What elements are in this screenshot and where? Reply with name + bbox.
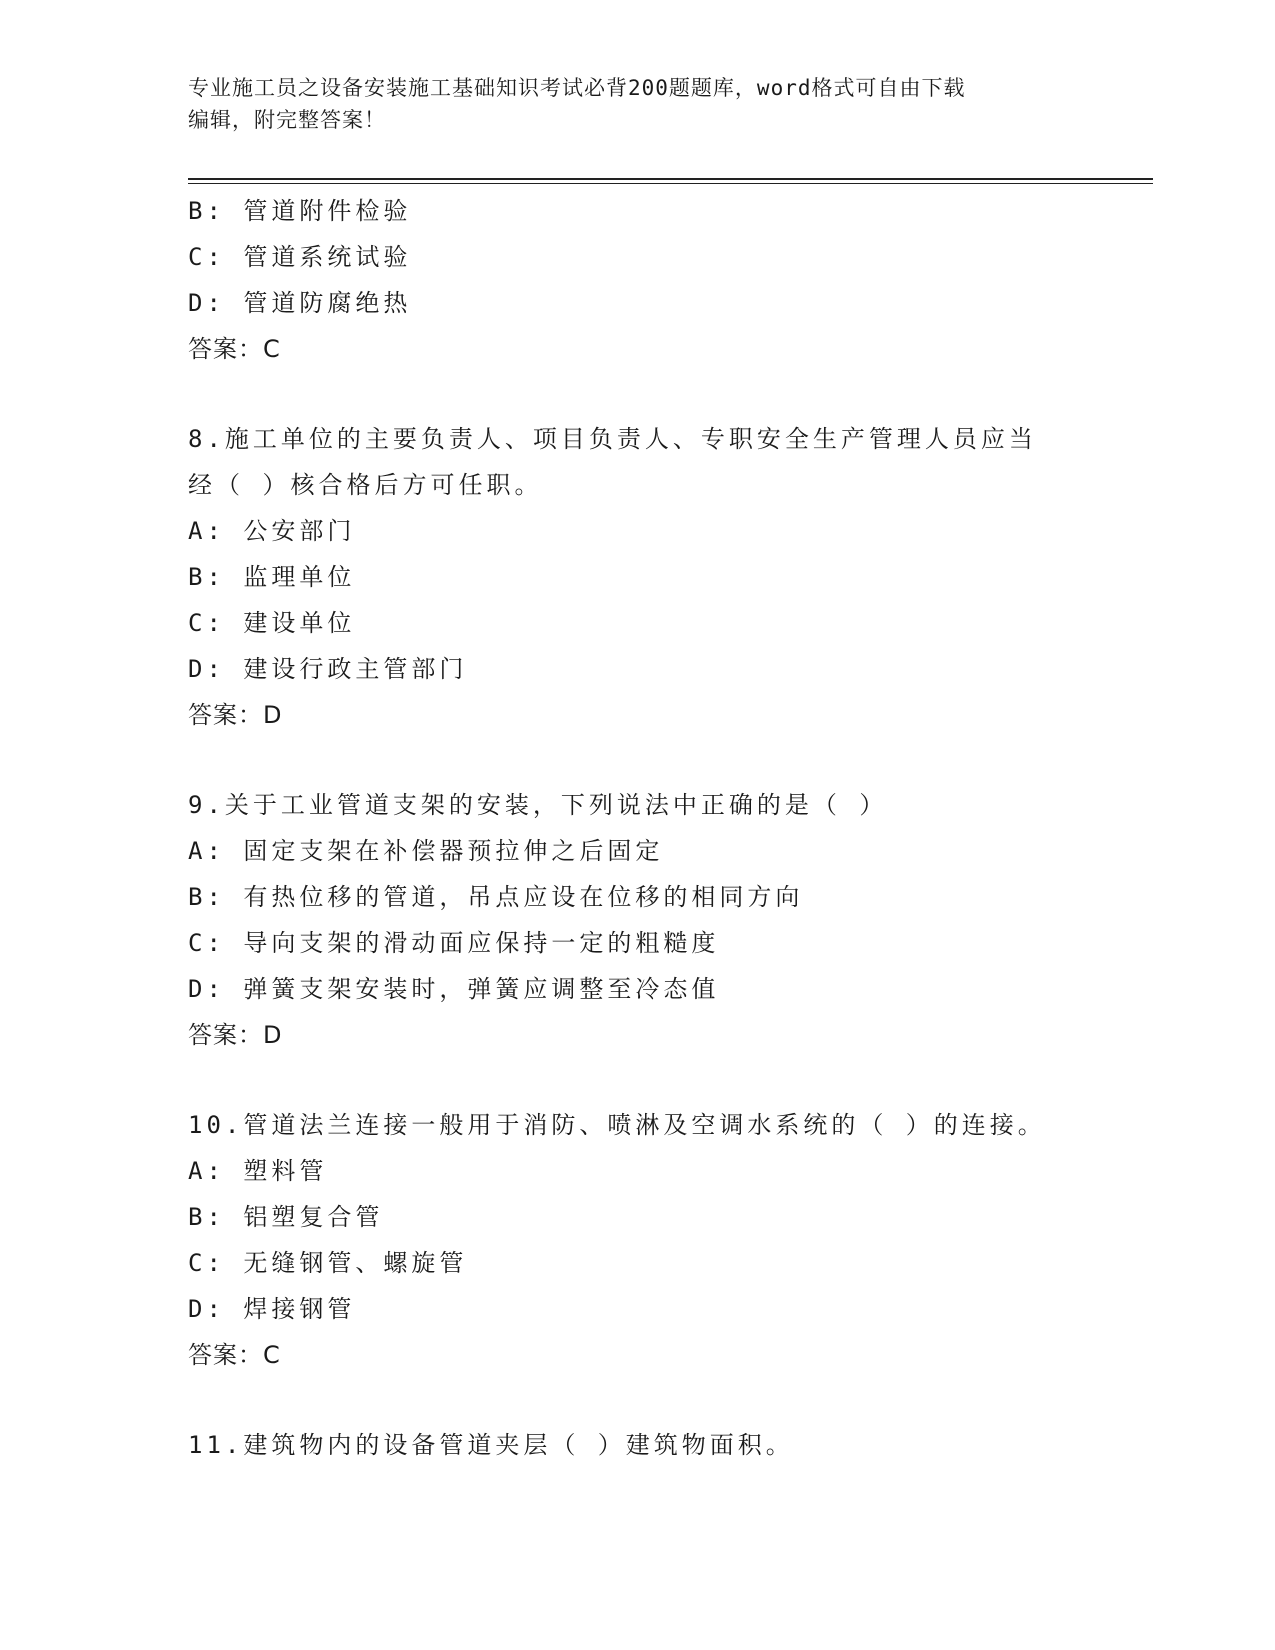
question-stem: 9.关于工业管道支架的安装，下列说法中正确的是（ ） [188, 791, 888, 819]
option-c: C: 建设单位 [188, 609, 356, 637]
answer: 答案：C [188, 1341, 281, 1369]
option-b: B: 监理单位 [188, 563, 356, 591]
option-b: B: 铝塑复合管 [188, 1203, 384, 1231]
question-9 [188, 782, 1148, 1058]
option-a: A: 塑料管 [188, 1157, 328, 1185]
question-stem: 11.建筑物内的设备管道夹层（ ）建筑物面积。 [188, 1431, 794, 1459]
answer: 答案：D [188, 1021, 283, 1049]
option-c: C: 管道系统试验 [188, 243, 412, 271]
spacer [188, 1058, 1148, 1102]
option-b: B: 有热位移的管道，吊点应设在位移的相同方向 [188, 883, 804, 911]
question-stem: 10.管道法兰连接一般用于消防、喷淋及空调水系统的（ ）的连接。 [188, 1111, 1046, 1139]
question-list [188, 188, 1148, 1468]
header-divider-thin [188, 183, 1153, 184]
header-divider-thick [188, 178, 1153, 180]
header-line-2: 编辑，附完整答案！ [188, 108, 386, 132]
option-d: D: 建设行政主管部门 [188, 655, 468, 683]
answer: 答案：C [188, 335, 281, 363]
option-b: B: 管道附件检验 [188, 197, 412, 225]
option-a: A: 公安部门 [188, 517, 356, 545]
question-11 [188, 1422, 1148, 1468]
option-d: D: 焊接钢管 [188, 1295, 356, 1323]
question-8 [188, 416, 1148, 738]
option-c: C: 无缝钢管、螺旋管 [188, 1249, 468, 1277]
spacer [188, 372, 1148, 416]
question-10 [188, 1102, 1148, 1378]
option-c: C: 导向支架的滑动面应保持一定的粗糙度 [188, 929, 720, 957]
question-stem: 8.施工单位的主要负责人、项目负责人、专职安全生产管理人员应当 [188, 425, 1037, 453]
question-7 [188, 188, 1148, 372]
spacer [188, 1378, 1148, 1422]
document-header [188, 72, 1088, 136]
answer: 答案：D [188, 701, 283, 729]
option-a: A: 固定支架在补偿器预拉伸之后固定 [188, 837, 664, 865]
header-line-1: 专业施工员之设备安装施工基础知识考试必背200题题库，word格式可自由下载 [188, 76, 966, 100]
option-d: D: 弹簧支架安装时，弹簧应调整至冷态值 [188, 975, 720, 1003]
option-d: D: 管道防腐绝热 [188, 289, 412, 317]
question-stem-cont: 经（ ）核合格后方可任职。 [188, 471, 543, 499]
spacer [188, 738, 1148, 782]
